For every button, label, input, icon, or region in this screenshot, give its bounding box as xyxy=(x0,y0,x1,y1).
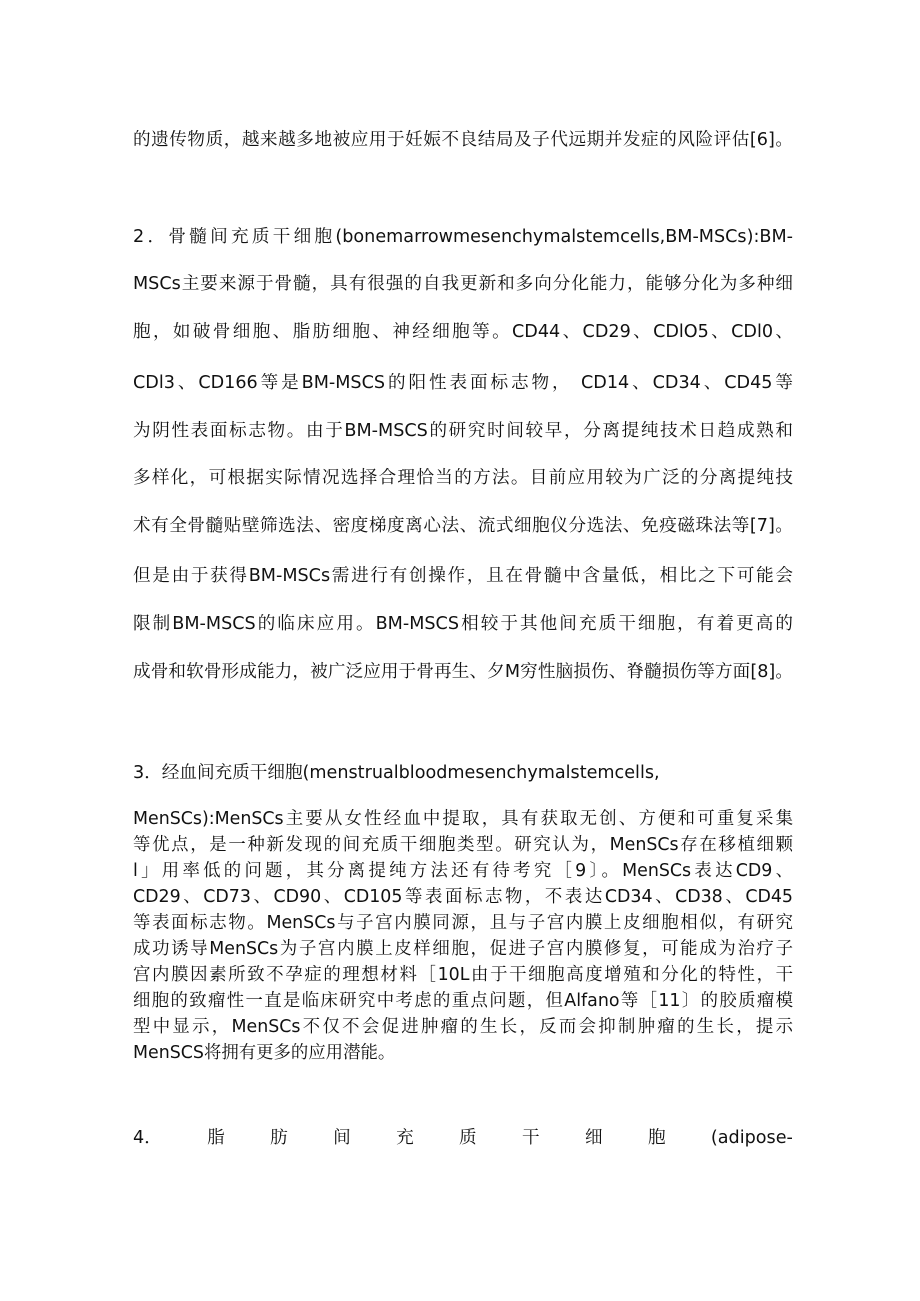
text-line: MSCs主要来源于骨髓，具有很强的自我更新和多向分化能力，能够分化为多种细 xyxy=(133,274,793,294)
text-line: 等优点，是一种新发现的间充质干细胞类型。研究认为，MenSCs存在移植细颗 xyxy=(133,835,793,855)
heading-char: (adipose- xyxy=(710,1128,793,1148)
text-line: 宫内膜因素所致不孕症的理想材料［10L由于干细胞高度增殖和分化的特性，干 xyxy=(133,965,793,985)
text-line: MenSCS将拥有更多的应用潜能。 xyxy=(133,1043,396,1063)
text-line: 细胞的致瘤性一直是临床研究中考虑的重点问题，但Alfano等［11〕的胶质瘤模 xyxy=(133,991,793,1011)
text-line: CDl3、CD166等是BM-MSCS的阳性表面标志物， CD14、CD34、CD45等 xyxy=(133,373,793,393)
section-heading-2: 2．骨髓间充质干细胞(bonemarrowmesenchymalstemcells,BM-MSCs):BM- xyxy=(133,227,793,247)
text-line: 多样化，可根据实际情况选择合理恰当的方法。目前应用较为广泛的分离提纯技 xyxy=(133,468,793,488)
heading-char: 细 xyxy=(584,1128,603,1148)
text-line: 胞，如破骨细胞、脂肪细胞、神经细胞等。CD44、CD29、CDlO5、CDl0、 xyxy=(133,322,793,342)
heading-char: 质 xyxy=(459,1128,477,1148)
heading-char: 4． xyxy=(133,1128,162,1148)
heading-char: 充 xyxy=(396,1128,414,1148)
text-line: 为阴性表面标志物。由于BM-MSCS的研究时间较早，分离提纯技术日趋成熟和 xyxy=(133,421,793,441)
section-heading-4 xyxy=(133,1127,793,1149)
section-heading-3: 3．经血间充质干细胞(menstrualbloodmesenchymalstemcells, xyxy=(133,763,660,783)
heading-char: 脂 xyxy=(207,1128,225,1148)
text-line: CD29、CD73、CD90、CD105等表面标志物，不表达CD34、CD38、CD45 xyxy=(133,887,793,907)
text-line: 但是由于获得BM-MSCs需进行有创操作，且在骨髓中含量低，相比之下可能会 xyxy=(133,566,793,586)
text-line: 术有全骨髓贴壁筛选法、密度梯度离心法、流式细胞仪分选法、免疫磁珠法等[7]。 xyxy=(133,516,793,536)
heading-char: 间 xyxy=(333,1128,351,1148)
text-line: MenSCs):MenSCs主要从女性经血中提取，具有获取无创、方便和可重复采集 xyxy=(133,809,793,829)
text-line: 型中显示，MenSCs不仅不会促进肿瘤的生长，反而会抑制肿瘤的生长，提示 xyxy=(133,1017,793,1037)
heading-char: 胞 xyxy=(647,1128,666,1148)
text-line: 的遗传物质，越来越多地被应用于妊娠不良结局及子代远期并发症的风险评估[6]。 xyxy=(133,130,793,150)
text-line: 成骨和软骨形成能力，被广泛应用于骨再生、夕M穷性脑损伤、脊髓损伤等方面[8]。 xyxy=(133,662,793,682)
heading-char: 肪 xyxy=(270,1128,288,1148)
heading-char: 干 xyxy=(522,1128,540,1148)
text-line: 限制BM-MSCS的临床应用。BM-MSCS相较于其他间充质干细胞，有着更高的 xyxy=(133,614,793,634)
text-line: l」用率低的问题，其分离提纯方法还有待考究［9〕。MenSCs表达CD9、 xyxy=(133,861,793,881)
text-line: 等表面标志物。MenSCs与子宫内膜同源，且与子宫内膜上皮细胞相似，有研究 xyxy=(133,913,793,933)
text-line: 成功诱导MenSCs为子宫内膜上皮样细胞，促进子宫内膜修复，可能成为治疗子 xyxy=(133,939,793,959)
